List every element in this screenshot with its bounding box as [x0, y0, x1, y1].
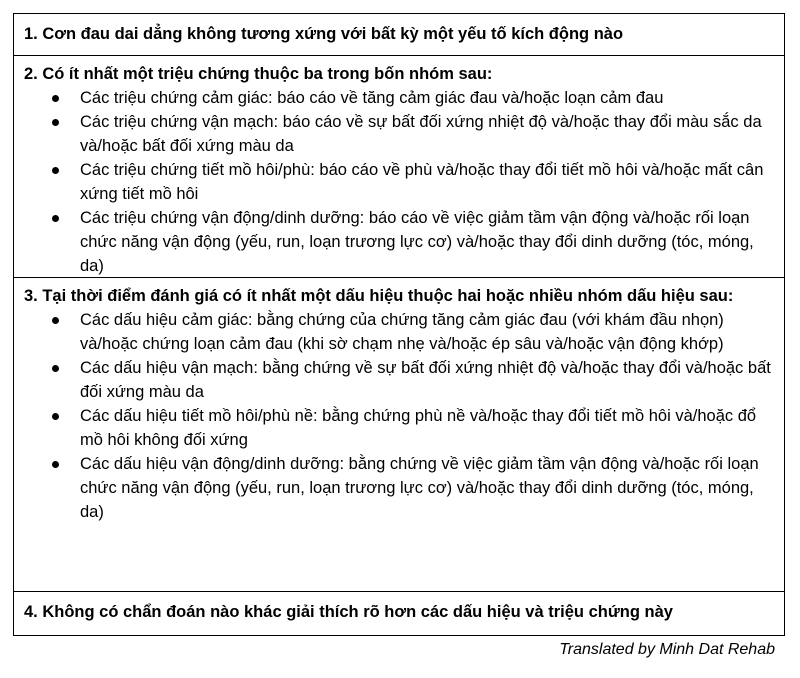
criterion-2-heading: 2. Có ít nhất một triệu chứng thuộc ba trong bốn nhóm sau: [24, 65, 493, 83]
criterion-1 [14, 14, 784, 55]
list-item-text: Các dấu hiệu vận mạch: bằng chứng về sự bất đối xứng nhiệt độ và/hoặc thay đổi và/hoặc bất đối xứng màu da [80, 359, 771, 401]
list-item [24, 86, 774, 110]
bullet-icon [52, 119, 59, 126]
criterion-2-list [24, 86, 774, 278]
list-item-text: Các triệu chứng vận động/dinh dưỡng: báo cáo về việc giảm tầm vận động và/hoặc rối loạn chức năng vận động (yếu, run, loạn trương lực cơ) và/hoặc thay đổi dinh dưỡng (tóc, móng, da) [80, 209, 754, 275]
bullet-icon [52, 461, 59, 468]
list-item-text: Các dấu hiệu cảm giác: bằng chứng của chứng tăng cảm giác đau (với khám đầu nhọn) và/hoặc chứng loạn cảm đau (khi sờ chạm nhẹ và/hoặc ép sâu và/hoặc vận động khớp) [80, 311, 724, 353]
list-item [24, 452, 774, 524]
criterion-2 [14, 55, 784, 277]
list-item [24, 206, 774, 278]
bullet-icon [52, 413, 59, 420]
criterion-3-list [24, 308, 774, 524]
criteria-table [13, 13, 785, 636]
bullet-icon [52, 167, 59, 174]
criterion-4 [14, 591, 784, 635]
list-item-text: Các dấu hiệu vận động/dinh dưỡng: bằng chứng về việc giảm tầm vận động và/hoặc rối loạn chức năng vận động (yếu, run, loạn trương lực cơ) và/hoặc thay đổi dinh dưỡng (tóc, móng, da) [80, 455, 759, 521]
bullet-icon [52, 95, 59, 102]
criterion-4-heading: 4. Không có chẩn đoán nào khác giải thích rõ hơn các dấu hiệu và triệu chứng này [24, 603, 673, 621]
criterion-3-heading: 3. Tại thời điểm đánh giá có ít nhất một dấu hiệu thuộc hai hoặc nhiều nhóm dấu hiệu sau: [24, 287, 734, 305]
bullet-icon [52, 215, 59, 222]
list-item-text: Các triệu chứng cảm giác: báo cáo về tăng cảm giác đau và/hoặc loạn cảm đau [80, 89, 664, 107]
list-item [24, 356, 774, 404]
translation-credit: Translated by Minh Dat Rehab [559, 641, 775, 658]
list-item [24, 158, 774, 206]
list-item [24, 308, 774, 356]
list-item [24, 110, 774, 158]
list-item-text: Các triệu chứng tiết mồ hôi/phù: báo cáo về phù và/hoặc thay đổi tiết mồ hôi và/hoặc mất cân xứng tiết mồ hôi [80, 161, 764, 203]
criterion-3 [14, 277, 784, 591]
list-item-text: Các triệu chứng vận mạch: báo cáo về sự bất đối xứng nhiệt độ và/hoặc thay đổi màu sắc da và/hoặc bất đối xứng màu da [80, 113, 762, 155]
criterion-1-heading: 1. Cơn đau dai dẳng không tương xứng với bất kỳ một yếu tố kích động nào [24, 25, 624, 43]
bullet-icon [52, 317, 59, 324]
bullet-icon [52, 365, 59, 372]
list-item [24, 404, 774, 452]
list-item-text: Các dấu hiệu tiết mồ hôi/phù nề: bằng chứng phù nề và/hoặc thay đổi tiết mồ hôi và/hoặc đổ mồ hôi không đối xứng [80, 407, 757, 449]
